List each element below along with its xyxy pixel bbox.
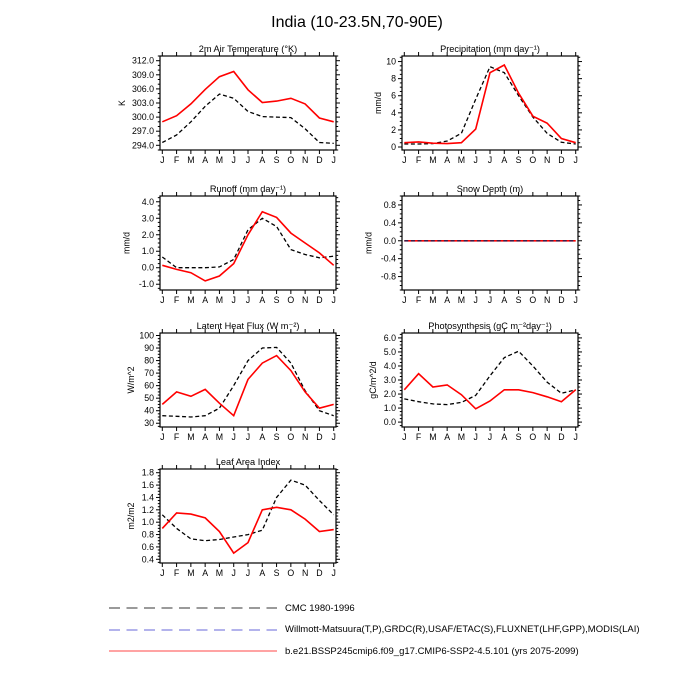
x-tick-label: S	[273, 568, 280, 578]
legend-line-dashed-gray-icon	[108, 605, 278, 611]
y-axis-label: mm/d	[363, 232, 374, 254]
x-tick-label: A	[444, 155, 451, 165]
precipitation-plot	[332, 38, 584, 170]
chart-title: Photosynthesis (gC m⁻²day⁻¹)	[428, 321, 552, 331]
x-tick-label: M	[429, 155, 437, 165]
x-tick-label: D	[558, 432, 565, 442]
y-axis	[139, 197, 340, 289]
x-tick-label: F	[173, 432, 180, 442]
y-tick-label: 90	[144, 343, 154, 354]
x-tick-label: O	[529, 432, 537, 442]
x-tick-label: F	[415, 295, 422, 305]
x-tick-label: J	[331, 295, 336, 305]
y-axis-label: mm/d	[121, 232, 132, 254]
y-tick-label: 8	[391, 73, 396, 84]
y-axis-label: W/m^2	[126, 366, 137, 394]
series-line-model	[162, 356, 333, 416]
x-tick-label: S	[515, 155, 522, 165]
x-tick-label: M	[187, 155, 195, 165]
series-line-model	[404, 374, 575, 409]
x-tick-label: F	[415, 432, 422, 442]
x-tick-label: J	[331, 432, 336, 442]
x-tick-label: J	[487, 155, 493, 165]
x-axis	[402, 329, 578, 442]
x-axis	[160, 329, 336, 442]
x-tick-label: A	[444, 432, 451, 442]
y-tick-label: 6.0	[383, 332, 396, 343]
y-axis	[381, 196, 582, 290]
x-tick-label: M	[215, 432, 224, 442]
y-tick-label: 5.0	[383, 346, 396, 357]
x-tick-label: N	[301, 432, 309, 442]
y-tick-label: 3.0	[383, 375, 396, 385]
y-tick-label: 0.4	[383, 217, 396, 228]
y-axis	[139, 331, 340, 429]
y-tick-label: -1.0	[138, 279, 154, 290]
y-tick-label: 1.0	[383, 403, 396, 414]
x-tick-label: J	[231, 568, 236, 578]
legend-item-obs-products	[108, 623, 640, 637]
x-tick-label: O	[287, 155, 295, 165]
x-tick-label: J	[231, 295, 236, 305]
x-tick-label: J	[231, 155, 236, 165]
y-tick-label: 4.0	[141, 196, 154, 207]
x-tick-label: F	[173, 295, 180, 305]
x-tick-label: J	[402, 155, 407, 165]
x-tick-label: M	[215, 295, 224, 305]
latent-heat-flux-plot	[90, 315, 342, 447]
chart-leaf-area-index	[90, 451, 342, 583]
x-tick-label: M	[457, 155, 466, 165]
x-tick-label: J	[473, 432, 478, 442]
y-tick-label: 0.8	[141, 529, 154, 540]
x-tick-label: J	[402, 432, 407, 442]
x-tick-label: O	[529, 155, 537, 165]
x-tick-label: A	[444, 295, 451, 305]
y-tick-label: -0.4	[380, 253, 396, 264]
plot-frame	[160, 56, 336, 150]
y-tick-label: 0	[391, 142, 396, 153]
x-tick-label: N	[301, 295, 309, 305]
series-line-obs	[404, 351, 575, 404]
x-tick-label: S	[515, 295, 522, 305]
x-tick-label: A	[259, 568, 266, 578]
x-tick-label: M	[457, 432, 466, 442]
chart-air-temperature	[90, 38, 342, 170]
y-tick-label: 2	[391, 124, 396, 135]
x-tick-label: J	[331, 155, 336, 165]
plot-frame	[160, 469, 336, 563]
x-tick-label: O	[529, 295, 537, 305]
legend-line-solid-red-icon	[108, 648, 278, 654]
y-tick-label: 100	[139, 330, 154, 341]
x-tick-label: J	[402, 295, 407, 305]
x-tick-label: J	[245, 295, 251, 305]
legend-label: CMC 1980-1996	[285, 602, 355, 614]
x-tick-label: M	[215, 155, 224, 165]
y-tick-label: 3.0	[141, 213, 154, 224]
chart-title: Runoff (mm day⁻¹)	[209, 184, 287, 194]
y-tick-label: 1.2	[141, 504, 154, 515]
x-tick-label: O	[287, 295, 295, 305]
x-tick-label: J	[487, 432, 493, 442]
x-tick-label: F	[173, 155, 180, 165]
series-line-obs	[162, 94, 333, 143]
y-tick-label: 4	[391, 107, 396, 118]
x-tick-label: N	[543, 295, 551, 305]
series-line-obs	[162, 347, 333, 417]
x-tick-label: J	[245, 432, 251, 442]
x-tick-label: M	[187, 432, 195, 442]
y-tick-label: 1.4	[141, 492, 154, 503]
x-tick-label: J	[573, 295, 578, 305]
y-tick-label: 297.0	[131, 126, 154, 137]
y-axis	[386, 57, 582, 152]
y-tick-label: 294.0	[131, 140, 154, 151]
x-axis	[160, 465, 336, 578]
chart-title: Leaf Area Index	[215, 457, 281, 467]
x-tick-label: J	[160, 568, 165, 578]
x-tick-label: A	[259, 295, 266, 305]
x-tick-label: A	[259, 155, 266, 165]
y-axis	[142, 468, 340, 565]
x-tick-label: D	[316, 432, 323, 442]
y-tick-label: 40	[144, 405, 154, 416]
x-tick-label: O	[287, 568, 295, 578]
x-tick-label: D	[316, 295, 323, 305]
x-tick-label: A	[501, 295, 508, 305]
legend-label: b.e21.BSSP245cmip6.f09_g17.CMIP6-SSP2-4.5.101 (yrs 2075-2099)	[285, 645, 579, 657]
x-tick-label: N	[301, 155, 309, 165]
y-tick-label: 50	[144, 393, 154, 404]
x-tick-label: J	[473, 295, 478, 305]
photosynthesis-plot	[332, 315, 584, 447]
x-tick-label: J	[573, 155, 578, 165]
air-temperature-plot	[90, 38, 342, 170]
x-tick-label: N	[301, 568, 309, 578]
y-tick-label: 303.0	[131, 98, 154, 108]
chart-title: 2m Air Temperature (°K)	[198, 44, 298, 54]
x-tick-label: D	[316, 155, 323, 165]
y-tick-label: 1.8	[141, 467, 154, 478]
x-tick-label: M	[429, 295, 437, 305]
chart-title: Snow Depth (m)	[456, 184, 524, 194]
chart-precipitation	[332, 38, 584, 170]
x-tick-label: A	[202, 295, 209, 305]
series-line-model	[162, 212, 333, 281]
x-tick-label: J	[245, 155, 251, 165]
series-line-model	[162, 72, 333, 122]
y-tick-label: 1.0	[141, 246, 154, 257]
x-tick-label: F	[173, 568, 180, 578]
leaf-area-index-plot	[90, 451, 342, 583]
series-line-obs	[162, 218, 333, 267]
x-tick-label: A	[202, 568, 209, 578]
x-tick-label: S	[273, 155, 280, 165]
x-tick-label: J	[160, 432, 165, 442]
snow-depth-plot	[332, 178, 584, 310]
x-tick-label: N	[543, 432, 551, 442]
y-tick-label: 0.6	[141, 541, 154, 552]
x-tick-label: M	[215, 568, 224, 578]
chart-title: Latent Heat Flux (W m⁻²)	[196, 321, 300, 331]
series-line-obs	[404, 67, 575, 144]
y-axis-label: mm/d	[372, 92, 383, 114]
chart-runoff	[90, 178, 342, 310]
y-tick-label: 1.6	[141, 480, 154, 491]
y-tick-label: 6	[391, 90, 396, 101]
y-tick-label: 0.0	[383, 417, 396, 428]
x-axis	[160, 192, 336, 305]
plot-frame	[402, 333, 578, 427]
x-tick-label: A	[501, 432, 508, 442]
x-tick-label: A	[202, 155, 209, 165]
y-tick-label: 312.0	[131, 55, 154, 66]
chart-photosynthesis	[332, 315, 584, 447]
series-line-model	[162, 507, 333, 553]
x-tick-label: D	[558, 155, 565, 165]
x-tick-label: S	[515, 432, 522, 442]
chart-latent-heat-flux	[90, 315, 342, 447]
x-tick-label: D	[316, 568, 323, 578]
y-axis-label: m2/m2	[126, 502, 137, 530]
chart-title: Precipitation (mm day⁻¹)	[440, 44, 540, 54]
x-tick-label: J	[160, 295, 165, 305]
x-tick-label: M	[457, 295, 466, 305]
x-tick-label: S	[273, 432, 280, 442]
y-tick-label: 30	[144, 418, 154, 429]
y-tick-label: 306.0	[131, 83, 154, 94]
x-tick-label: S	[273, 295, 280, 305]
x-tick-label: N	[543, 155, 551, 165]
x-tick-label: O	[287, 432, 295, 442]
x-tick-label: M	[187, 295, 195, 305]
x-tick-label: D	[558, 295, 565, 305]
y-tick-label: 80	[144, 355, 154, 366]
x-tick-label: A	[202, 432, 209, 442]
x-tick-label: J	[160, 155, 165, 165]
x-tick-label: F	[415, 155, 422, 165]
legend-line-dashed-blue-icon	[108, 627, 278, 633]
x-tick-label: J	[573, 432, 578, 442]
x-tick-label: J	[245, 568, 251, 578]
series-line-obs	[162, 480, 333, 541]
x-axis	[402, 52, 578, 165]
y-axis	[132, 56, 340, 151]
y-axis-label: K	[117, 100, 127, 106]
y-tick-label: 0.8	[383, 199, 396, 210]
x-tick-label: J	[473, 155, 478, 165]
y-tick-label: 0.0	[141, 262, 154, 273]
y-tick-label: 0.0	[383, 235, 396, 246]
figure-title: India (10-23.5N,70-90E)	[271, 14, 443, 31]
y-tick-label: 1.0	[141, 517, 154, 528]
y-tick-label: 309.0	[131, 69, 154, 80]
y-tick-label: 60	[144, 380, 154, 391]
y-tick-label: 0.4	[141, 554, 154, 565]
x-tick-label: M	[429, 432, 437, 442]
legend-item-model-run	[108, 644, 579, 658]
y-tick-label: 70	[144, 368, 154, 379]
runoff-plot	[90, 178, 342, 310]
chart-snow-depth	[332, 178, 584, 310]
y-axis-label: gC/m^2/d	[368, 361, 379, 399]
x-tick-label: J	[231, 432, 236, 442]
y-tick-label: 2.0	[383, 389, 396, 400]
plot-frame	[160, 196, 336, 290]
y-tick-label: 300.0	[131, 112, 154, 123]
y-tick-label: -0.8	[380, 271, 396, 282]
x-tick-label: J	[331, 568, 336, 578]
x-tick-label: A	[501, 155, 508, 165]
legend-label: Willmott-Matsuura(T,P),GRDC(R),USAF/ETAC(S),FLUXNET(LHF,GPP),MODIS(LAI)	[285, 624, 640, 635]
x-tick-label: M	[187, 568, 195, 578]
y-tick-label: 10	[386, 56, 396, 67]
legend-item-cmc	[108, 601, 355, 615]
x-tick-label: J	[487, 295, 493, 305]
x-axis	[402, 192, 578, 305]
plot-frame	[402, 196, 578, 290]
x-tick-label: A	[259, 432, 266, 442]
y-tick-label: 2.0	[141, 229, 154, 240]
series-line-model	[404, 65, 575, 144]
y-tick-label: 4.0	[383, 360, 396, 371]
